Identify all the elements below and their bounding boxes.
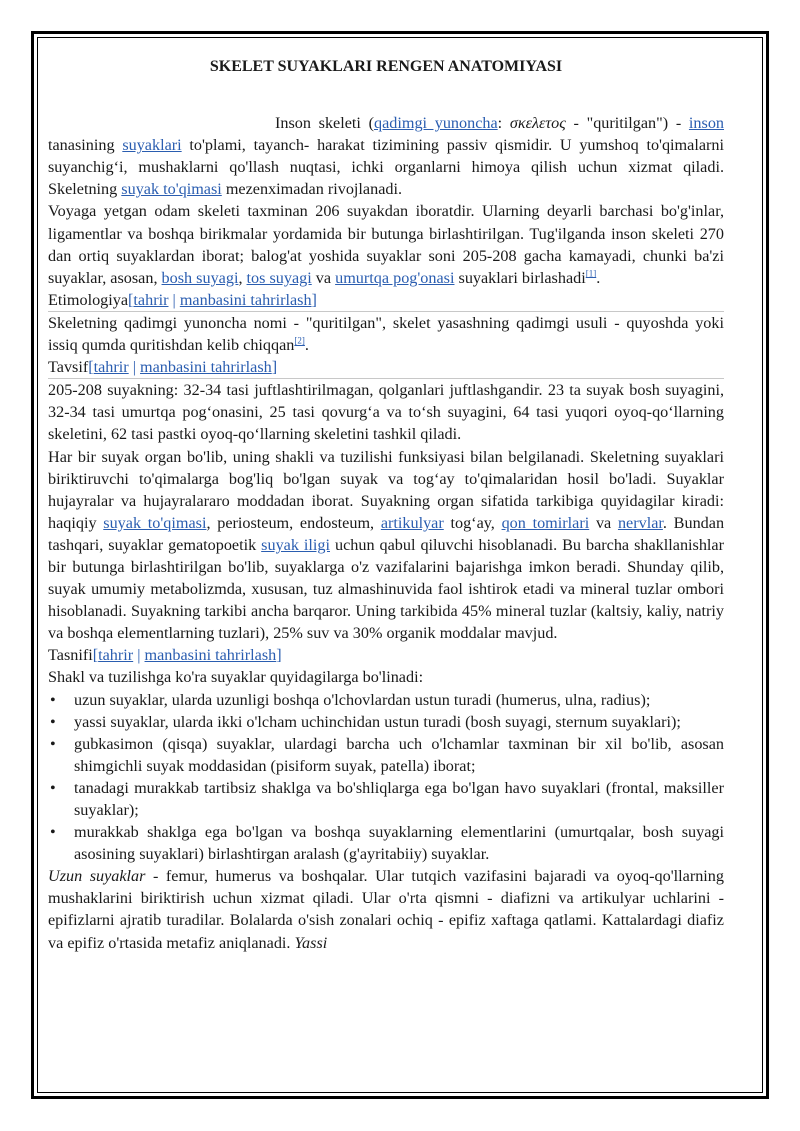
- bullet-icon: •: [50, 690, 56, 709]
- text: .: [304, 336, 309, 355]
- text: [: [128, 290, 134, 309]
- text: :: [497, 114, 510, 133]
- link-artikulyar[interactable]: artikulyar: [380, 513, 444, 532]
- document-body: [48, 56, 724, 954]
- link-suyak-iligi[interactable]: suyak iligi: [261, 535, 330, 554]
- classification-list: [48, 689, 724, 866]
- bullet-icon: •: [50, 778, 56, 797]
- classification-intro: Shakl va tuzilishga ko'ra suyaklar quyidagilarga bo'linadi:: [48, 668, 424, 687]
- text: .: [596, 268, 601, 287]
- text: , periosteum, endosteum,: [206, 513, 381, 532]
- text: va: [311, 268, 336, 287]
- list-item-text: gubkasimon (qisqa) suyaklar, ulardagi barcha uch o'lchamlar taxminan bir xil bo'lib, asosan shimgichli suyak moddasidan (pisiform suyak, patella) iborat;: [74, 734, 724, 775]
- text: Inson skeleti (: [275, 114, 374, 133]
- text: ,: [238, 268, 247, 287]
- etymology-paragraph: [48, 312, 724, 356]
- edit-source-link[interactable]: manbasini tahrirlash: [144, 646, 277, 665]
- list-item: [48, 733, 724, 777]
- heading-label: Tasnifi: [48, 646, 93, 665]
- text: to'plami, tayanch- harakat tizimining passiv qismidir. U yumshoq to'qimalarni suyanchig‘i, mushaklarni qo'llash nuqtasi, ichki organlarni himoya qilish uchun xizmat qiladi. Skeletning: [48, 136, 724, 199]
- list-item: [48, 689, 724, 711]
- reference-1[interactable]: [1]: [585, 268, 597, 279]
- text: |: [128, 358, 141, 377]
- text: - femur, humerus va boshqalar. Ular tutqich vazifasini bajaradi va oyoq-qo'llarning mushaklarini biriktirish uchun xizmat qiladi. Ular o'rta qismni - diafizni va artikulyar uchlarini - epifizlarni ajratib turadilar. Bolalarda o'sish zonalari ochiq - epifiz xaftaga qatlami. Kattalardagi diafiz va epifiz o'rtasida metafiz aniqlanadi.: [48, 867, 724, 952]
- text: suyaklari birlashadi: [454, 268, 586, 287]
- link-qon-tomirlari[interactable]: qon tomirlari: [501, 513, 590, 532]
- long-bones-paragraph: [48, 865, 724, 953]
- link-suyak-toqimasi[interactable]: suyak to'qimasi: [121, 180, 222, 199]
- heading-label: Etimologiya: [48, 290, 129, 309]
- section-heading-etymology: [48, 289, 724, 312]
- text: mezenximadan rivojlanadi.: [221, 180, 403, 199]
- edit-link[interactable]: tahrir: [98, 646, 134, 665]
- text: uchun qabul qiluvchi hisoblanadi. Bu barcha shakllanishlar bir butunga birlashtirilgan bo'lib, suyaklarga o'z vazifalarini bajarishga imkon beradi. Shunday qilib, suyak umumiy metabolizmda, xususan, tuz almashinuvida faol ishtirok etadi va mineral tuzlar ombori hisoblanadi. Suyakning tarkibi ancha barqaror. Uning tarkibida 45% mineral tuzlar (kaltsiy, kaliy, natriy va boshqa elementlarning tuzlari), 25% suv va 30% organik moddalar mavjud.: [48, 535, 725, 643]
- text: Voyaga yetgan odam skeleti taxminan 206 suyakdan iboratdir. Ularning deyarli barchasi bo'g'inlar, ligamentlar va boshqa birikmalar yordamida bir butunga birlashtirilgan. Tug'ilganda inson skeleti 270 dan ortiq suyaklardan iborat; balog'at yoshida suyaklar soni 205-208 gacha kamayadi, chunki ba'zi suyaklar, asosan,: [48, 202, 724, 287]
- edit-link[interactable]: tahrir: [93, 358, 129, 377]
- list-item: [48, 711, 724, 733]
- list-item-text: yassi suyaklar, ularda ikki o'lcham uchinchidan ustun turadi (bosh suyagi, sternum suyaklari);: [74, 712, 681, 731]
- link-suyak-toqimasi[interactable]: suyak to'qimasi: [103, 513, 207, 532]
- description-paragraph-2: [48, 446, 724, 645]
- link-nervlar[interactable]: nervlar: [617, 513, 663, 532]
- edit-link[interactable]: tahrir: [133, 290, 169, 309]
- link-suyaklari[interactable]: suyaklari: [122, 136, 182, 155]
- list-item-text: tanadagi murakkab tartibsiz shaklga va bo'shliqlarga ega bo'lgan havo suyaklari (frontal, maksiller suyaklar);: [74, 778, 724, 819]
- greek-word: σκελετος: [509, 114, 566, 133]
- text: - "quritilgan") -: [565, 114, 689, 133]
- text: |: [168, 290, 180, 309]
- section-heading-classification: [48, 644, 724, 666]
- bullet-icon: •: [50, 823, 56, 842]
- reference-2[interactable]: [2]: [294, 335, 305, 346]
- text: tanasining: [48, 136, 123, 155]
- document-title: SKELET SUYAKLARI RENGEN ANATOMIYASI: [209, 58, 563, 75]
- bullet-icon: •: [50, 712, 56, 731]
- edit-source-link[interactable]: manbasini tahrirlash: [140, 358, 272, 377]
- text: |: [133, 646, 145, 665]
- text: va: [589, 513, 618, 532]
- heading-label: Tavsif: [48, 358, 89, 377]
- text: . Bundan tashqari, suyaklar gematopoetik: [48, 513, 725, 554]
- text: Har bir suyak organ bo'lib, uning shakli va tuzilishi funksiyasi bilan belgilanadi. Skeletning suyaklari biriktiruvchi to'qimalarga bog'liq bo'lgan suyak va tog‘ay to'qimalaridan hosil bo'ladi. Suyaklar hujayralar va hujayralararo moddadan iborat. Suyakning organ sifatida tarkibiga quyidagilar kiradi: haqiqiy: [48, 447, 724, 532]
- text: [: [88, 358, 94, 377]
- list-item: [48, 777, 724, 821]
- text: [: [92, 646, 99, 665]
- section-heading-description: [48, 356, 724, 379]
- text: ]: [311, 290, 317, 309]
- skeleton-count-paragraph: [48, 200, 724, 288]
- description-paragraph-1: 205-208 suyakning: 32-34 tasi juftlashtirilmagan, qolganlari juftlashgandir. 23 ta suyak bosh suyagini, 32-34 tasi umurtqa pog‘onasini, 25 tasi qovurg‘a va to‘sh suyagini, 64 tasi yuqori oyoq-qo‘llarning skeletini, 62 tasi pastki oyoq-qo‘llarning skeletini tashkil qiladi.: [48, 381, 724, 444]
- italic-term: Uzun suyaklar: [48, 867, 146, 886]
- intro-paragraph: [48, 112, 724, 200]
- link-umurtqa-pogonasi[interactable]: umurtqa pog'onasi: [335, 268, 455, 287]
- list-item: [48, 821, 724, 865]
- link-bosh-suyagi[interactable]: bosh suyagi: [161, 268, 239, 287]
- text: ]: [276, 646, 282, 665]
- link-qadimgi-yunoncha[interactable]: qadimgi yunoncha: [374, 114, 498, 133]
- edit-source-link[interactable]: manbasini tahrirlash: [179, 290, 312, 309]
- link-tos-suyagi[interactable]: tos suyagi: [246, 268, 312, 287]
- list-item-text: murakkab shaklga ega bo'lgan va boshqa suyaklarning elementlarini (umurtqalar, bosh suyagi asosining suyaklari) birlashtirgan aralash (g'ayritabiiy) suyaklar.: [74, 823, 724, 864]
- text: ]: [271, 358, 278, 377]
- text: Skeletning qadimgi yunoncha nomi - "quritilgan", skelet yasashning qadimgi usuli - quyoshda yoki issiq qumda quritishdan kelib chiqqan: [48, 313, 724, 355]
- link-inson[interactable]: inson: [688, 114, 725, 133]
- list-item-text: uzun suyaklar, ularda uzunligi boshqa o'lchovlardan ustun turadi (humerus, ulna, radius);: [74, 690, 651, 709]
- bullet-icon: •: [50, 734, 56, 753]
- text: tog‘ay,: [443, 513, 502, 532]
- italic-term: Yassi: [294, 933, 328, 952]
